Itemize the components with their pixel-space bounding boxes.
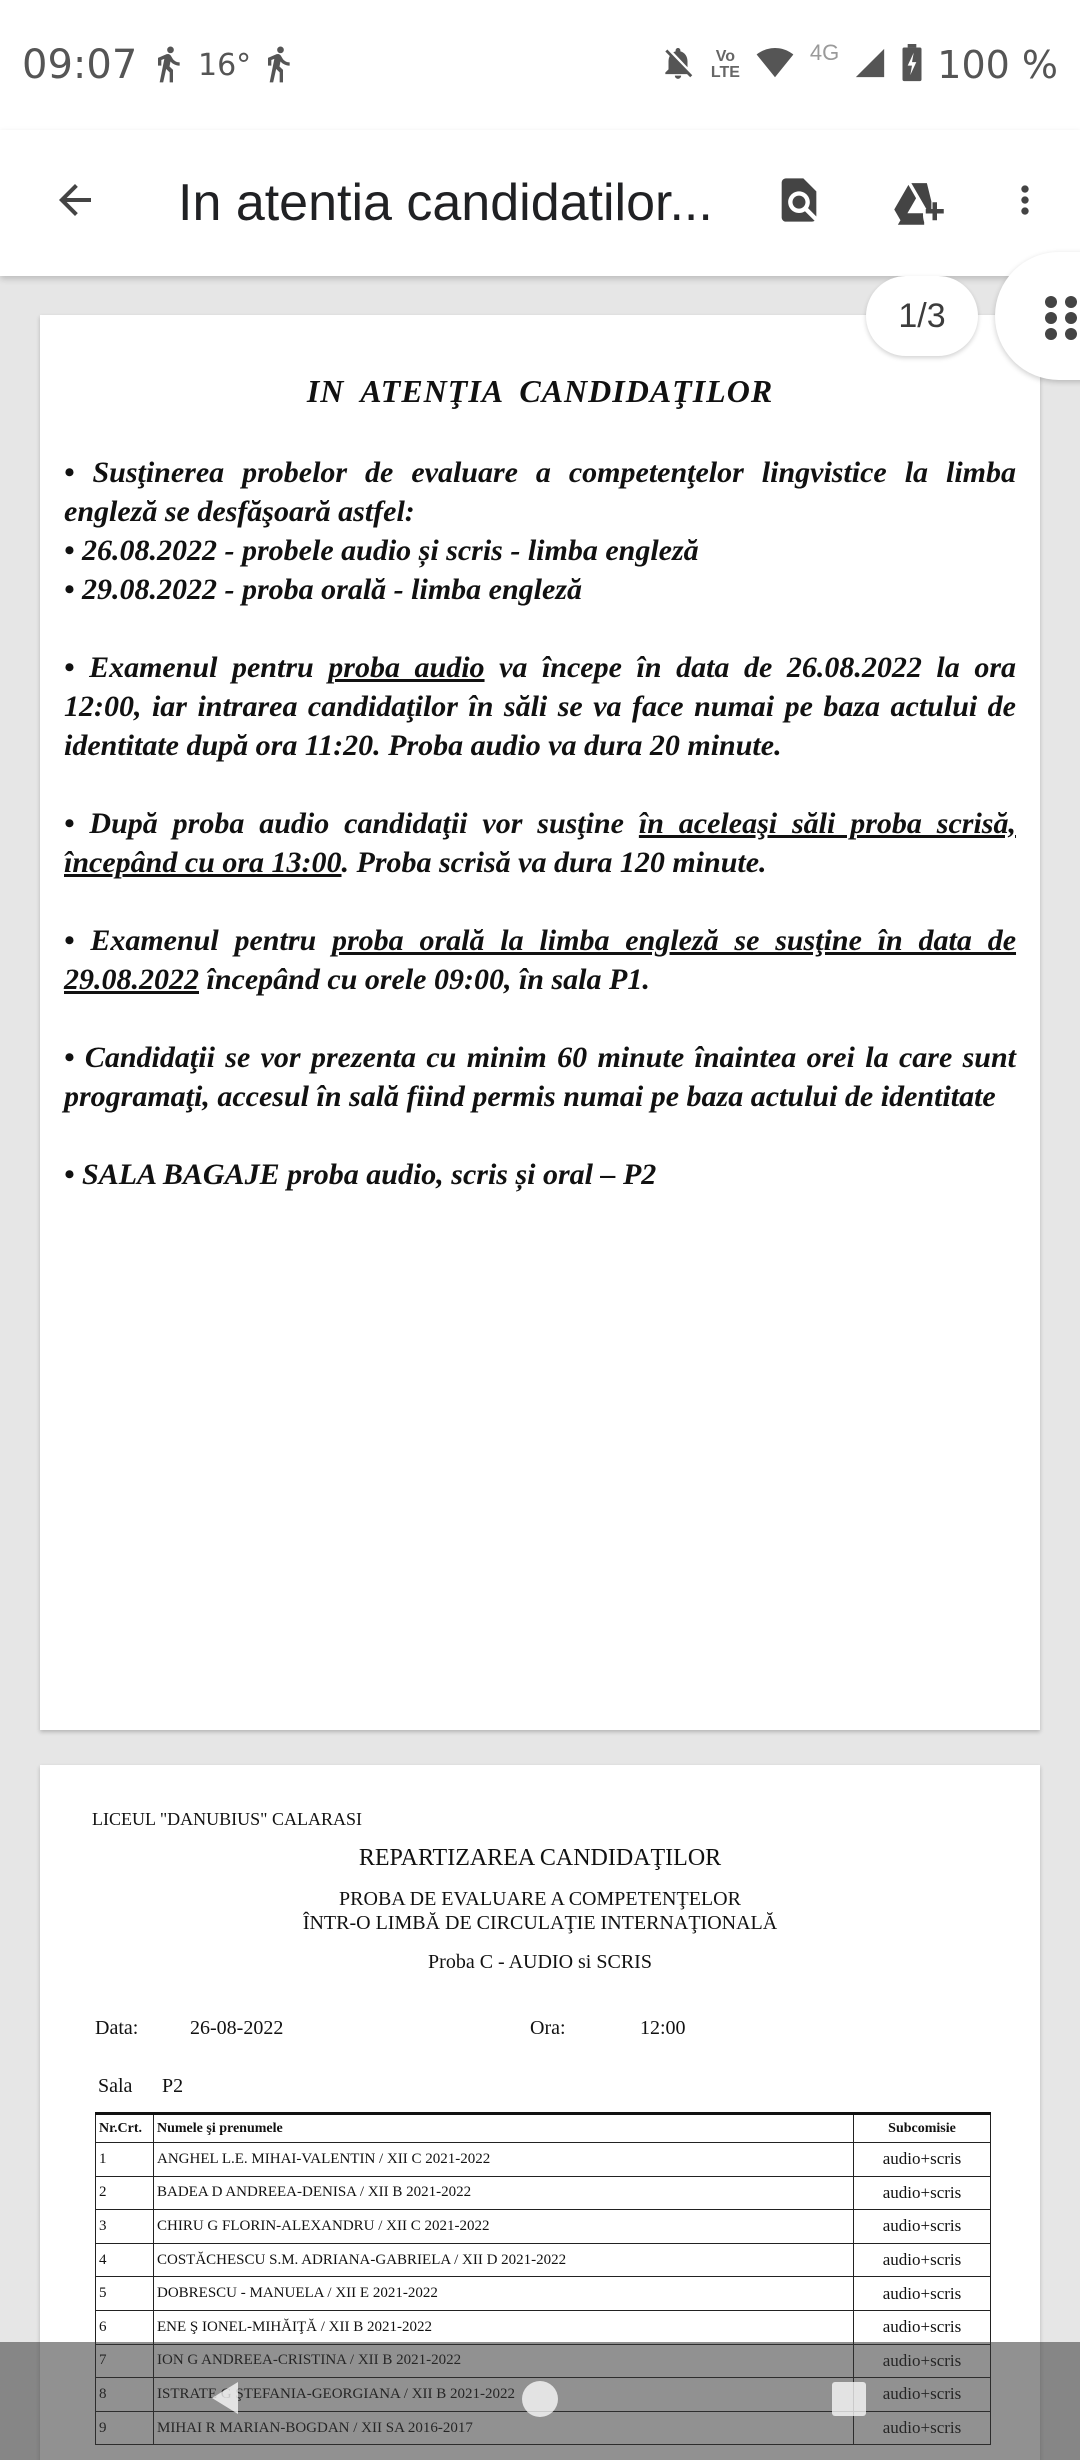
- exam-type: Proba C - AUDIO si SCRIS: [428, 1951, 652, 1973]
- row-number: 6: [96, 2310, 154, 2344]
- document-page-1: [40, 315, 1040, 1730]
- walking-icon: [258, 42, 298, 91]
- grid-icon: [1045, 296, 1079, 336]
- subcommission: audio+scris: [854, 2277, 991, 2311]
- column-header: Numele şi prenumele: [154, 2114, 854, 2143]
- subcommission: audio+scris: [854, 2210, 991, 2244]
- page-heading: REPARTIZAREA CANDIDAŢILOR: [358, 1845, 722, 1871]
- candidate-name: DOBRESCU - MANUELA / XII E 2021-2022: [154, 2277, 854, 2311]
- paragraph: • 29.08.2022 - proba orală - limba engleză: [64, 573, 582, 606]
- page-subheading: PROBA DE EVALUARE A COMPETENŢELOR ÎNTR-O LIMBĂ DE CIRCULAŢIE INTERNAŢIONALĂ: [302, 1888, 778, 1934]
- date-value: 26-08-2022: [190, 2017, 284, 2039]
- paragraph: • 26.08.2022 - probele audio și scris - limba engleză: [64, 534, 699, 567]
- signal-icon: [853, 45, 887, 86]
- column-header: Nr.Crt.: [96, 2114, 154, 2143]
- paragraph: • Susţinerea probelor de evaluare a competenţelor lingvistice la limba engleză se desfăşoară astfel:: [64, 456, 1016, 528]
- temperature-text: 16°: [198, 48, 252, 83]
- nav-recents-icon[interactable]: [832, 2382, 866, 2416]
- add-to-drive-button[interactable]: [884, 165, 954, 235]
- date-label: Data:: [95, 2017, 139, 2039]
- time-value: 12:00: [640, 2017, 686, 2039]
- subcommission: audio+scris: [854, 2310, 991, 2344]
- battery-percent: 100 %: [937, 43, 1058, 87]
- network-type-text: 4G: [809, 40, 840, 65]
- candidate-name: BADEA D ANDREEA-DENISA / XII B 2021-2022: [154, 2176, 854, 2210]
- table-row: [96, 2243, 991, 2277]
- nav-home-icon[interactable]: [522, 2381, 558, 2417]
- document-title: In atentia candidatilor...: [178, 174, 713, 232]
- nav-back-icon[interactable]: [212, 2382, 238, 2414]
- candidate-name: ANGHEL L.E. MIHAI-VALENTIN / XII C 2021-2022: [154, 2143, 854, 2177]
- page-indicator: 1/3: [866, 276, 978, 356]
- time-label: Ora:: [530, 2017, 566, 2039]
- navigation-bar: [0, 2342, 1080, 2460]
- table-header-row: [96, 2114, 991, 2143]
- add-to-drive-icon: [890, 173, 948, 227]
- row-number: 5: [96, 2277, 154, 2311]
- candidate-name: CHIRU G FLORIN-ALEXANDRU / XII C 2021-2022: [154, 2210, 854, 2244]
- table-row: [96, 2143, 991, 2177]
- paragraph: • Examenul pentru proba orală la limba engleză se susţine în data de 29.08.2022 începând cu orele 09:00, în sala P1.: [64, 924, 1017, 996]
- candidate-name: ENE Ş IONEL-MIHĂIŢĂ / XII B 2021-2022: [154, 2310, 854, 2344]
- page-title: IN ATENŢIA CANDIDAŢILOR: [306, 373, 774, 409]
- subcommission: audio+scris: [854, 2243, 991, 2277]
- row-number: 4: [96, 2243, 154, 2277]
- walking-icon: [148, 42, 188, 91]
- status-bar: [0, 0, 1080, 130]
- subcommission: audio+scris: [854, 2143, 991, 2177]
- paragraph: • După proba audio candidaţii vor susţine în aceleaşi săli proba scrisă, începând cu ora 13:00. Proba scrisă va dura 120 minute.: [64, 807, 1016, 879]
- row-number: 1: [96, 2143, 154, 2177]
- candidate-name: COSTĂCHESCU S.M. ADRIANA-GABRIELA / XII D 2021-2022: [154, 2243, 854, 2277]
- notifications-off-icon: [659, 44, 697, 87]
- table-row: [96, 2210, 991, 2244]
- find-in-page-button[interactable]: [764, 165, 834, 235]
- room-label: Sala: [98, 2075, 133, 2097]
- status-icons: [659, 40, 1058, 90]
- table-row: [96, 2176, 991, 2210]
- subcommission: audio+scris: [854, 2176, 991, 2210]
- column-header: Subcomisie: [854, 2114, 991, 2143]
- back-button[interactable]: [40, 165, 110, 235]
- row-number: 3: [96, 2210, 154, 2244]
- wifi-icon: [754, 44, 796, 87]
- paragraph: • Candidaţii se vor prezenta cu minim 60 minute înaintea orei la care sunt programaţi, accesul în sală fiind permis numai pe baza actului de identitate: [64, 1041, 1016, 1113]
- row-number: 2: [96, 2176, 154, 2210]
- more-options-button[interactable]: [990, 165, 1060, 235]
- app-bar: [0, 130, 1080, 276]
- paragraph: • SALA BAGAJE proba audio, scris și oral – P2: [64, 1158, 657, 1191]
- battery-icon: [901, 44, 923, 87]
- status-time: 09:07: [22, 42, 138, 88]
- paragraph: • Examenul pentru proba audio va începe în data de 26.08.2022 la ora 12:00, iar intrarea candidaţilor în săli se va face numai pe baza actului de identitate după ora 11:20. Proba audio va dura 20 minute.: [64, 651, 1017, 762]
- more-vert-icon: [1003, 174, 1047, 226]
- page-body: [64, 453, 1016, 1233]
- find-in-page-icon: [773, 172, 825, 228]
- room-value: P2: [162, 2075, 184, 2097]
- back-arrow-icon: [51, 176, 99, 224]
- table-row: [96, 2277, 991, 2311]
- table-row: [96, 2310, 991, 2344]
- volte-icon: Vo LTE: [710, 48, 740, 81]
- school-name: LICEUL "DANUBIUS" CALARASI: [92, 1809, 363, 1829]
